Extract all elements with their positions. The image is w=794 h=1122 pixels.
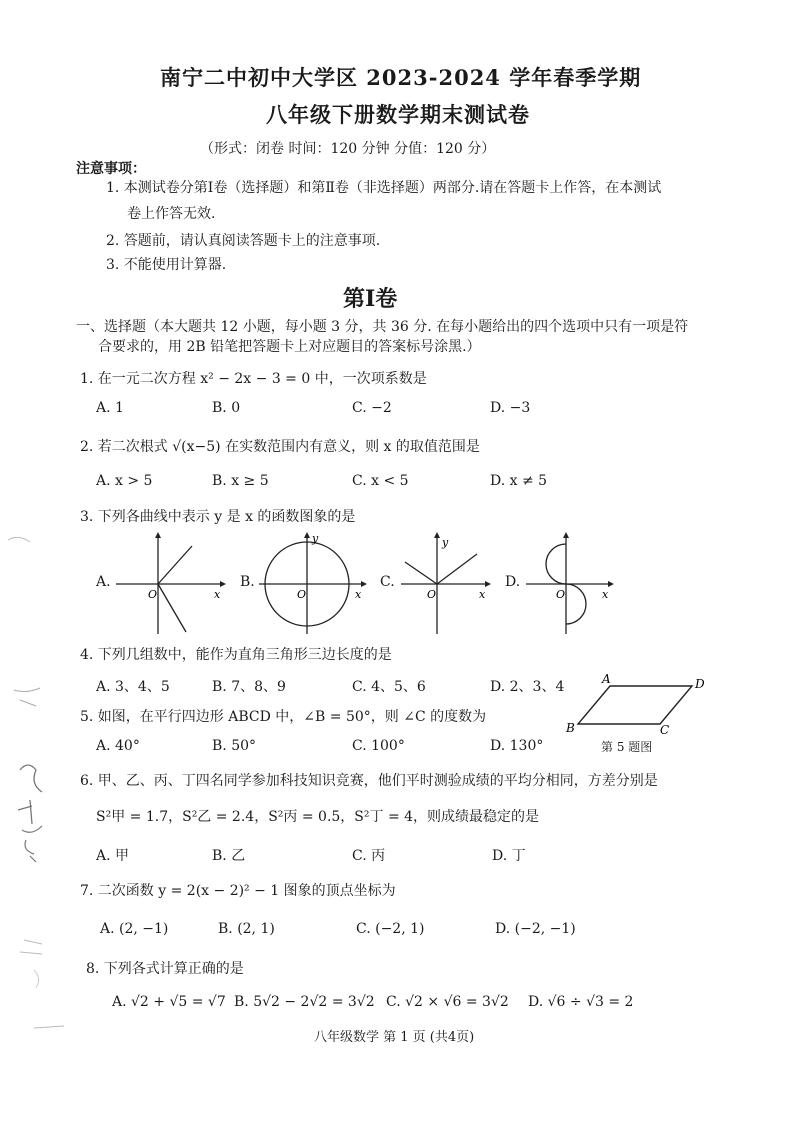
exam-title-line2: 八年级下册数学期末测试卷: [266, 102, 530, 127]
q4-option-b: B. 7、8、9: [212, 679, 286, 695]
q2-stem: 2. 若二次根式 √(x−5) 在实数范围内有意义，则 x 的取值范围是: [80, 439, 480, 455]
q1-option-b: B. 0: [212, 400, 241, 416]
q3b-x-label: x: [355, 588, 362, 601]
q6-option-c: C. 丙: [352, 848, 386, 864]
q2-option-d: D. x ≠ 5: [490, 473, 548, 489]
q3d-x-label: x: [602, 588, 609, 601]
q8-option-b: B. 5√2 − 2√2 = 3√2: [234, 994, 375, 1010]
q3-label-b: B.: [240, 574, 255, 590]
q7-option-c: C. (−2, 1): [356, 921, 425, 937]
q5-stem: 5. 如图，在平行四边形 ABCD 中，∠B = 50°，则 ∠C 的度数为: [80, 709, 487, 725]
q3-stem: 3. 下列各曲线中表示 y 是 x 的函数图象的是: [80, 509, 356, 525]
part1-instructions: 一、选择题（本大题共 12 小题，每小题 3 分，共 36 分. 在每小题给出的四个选项中只有一项是符: [76, 319, 689, 335]
q8-stem: 8. 下列各式计算正确的是: [86, 961, 244, 977]
q3-graph-b: [255, 532, 367, 636]
q4-option-d: D. 2、3、4: [490, 679, 565, 695]
q3b-y-label: y: [312, 532, 319, 545]
q4-option-c: C. 4、5、6: [352, 679, 426, 695]
section-title: 第Ⅰ卷: [343, 286, 398, 312]
q3d-origin-label: O: [556, 588, 566, 601]
notes-heading: 注意事项：: [76, 161, 146, 177]
q4-stem: 4. 下列几组数中，能作为直角三角形三边长度的是: [80, 647, 392, 663]
vertex-c-label: C: [660, 723, 670, 734]
q1-option-a: A. 1: [96, 400, 124, 416]
q5-option-b: B. 50°: [212, 738, 257, 754]
exam-title-line1: 南宁二中初中大学区 2023-2024 学年春季学期: [160, 65, 642, 90]
q3-graph-a: [112, 532, 226, 636]
q3-graph-d: [522, 532, 614, 636]
q5-option-a: A. 40°: [96, 738, 140, 754]
q2-option-c: C. x < 5: [352, 473, 409, 489]
page-footer: 八年级数学 第 1 页 (共4页): [314, 1030, 475, 1045]
q8-option-a: A. √2 + √5 = √7: [112, 994, 226, 1010]
q5-option-d: D. 130°: [490, 738, 544, 754]
q5-figure-caption: 第 5 题图: [601, 740, 653, 754]
note-item-3: 3. 不能使用计算器.: [106, 257, 227, 273]
q7-option-b: B. (2, 1): [218, 921, 275, 937]
exam-info: （形式：闭卷 时间：120 分钟 分值：120 分）: [200, 141, 496, 157]
note-item-1-cont: 卷上作答无效.: [127, 206, 216, 222]
q6-option-b: B. 乙: [212, 848, 246, 864]
q1-option-d: D. −3: [490, 400, 531, 416]
q6-stem-variances: S²甲 = 1.7，S²乙 = 2.4，S²丙 = 0.5，S²丁 = 4，则成绩最稳定的是: [96, 809, 540, 825]
q1-stem: 1. 在一元二次方程 x² − 2x − 3 = 0 中，一次项系数是: [80, 371, 427, 387]
vertex-d-label: D: [695, 677, 705, 691]
q7-stem: 7. 二次函数 y = 2(x − 2)² − 1 图象的顶点坐标为: [80, 883, 396, 899]
q3a-x-label: x: [214, 588, 221, 601]
vertex-a-label: A: [602, 672, 611, 686]
note-item-1: 1. 本测试卷分第Ⅰ卷（选择题）和第Ⅱ卷（非选择题）两部分.请在答题卡上作答，在本测试: [106, 180, 662, 196]
q1-option-c: C. −2: [352, 400, 392, 416]
part1-instructions-cont: 合要求的，用 2B 铅笔把答题卡上对应题目的答案标号涂黑.）: [98, 339, 481, 355]
q3-label-d: D.: [505, 574, 521, 590]
q3-label-a: A.: [96, 574, 111, 590]
q5-option-c: C. 100°: [352, 738, 405, 754]
q3c-origin-label: O: [427, 588, 437, 601]
q3-graph-c: [397, 532, 491, 636]
q6-stem: 6. 甲、乙、丙、丁四名同学参加科技知识竞赛，他们平时测验成绩的平均分相同，方差分别是: [80, 773, 658, 789]
q3a-origin-label: O: [148, 588, 158, 601]
q2-option-b: B. x ≥ 5: [212, 473, 269, 489]
q4-option-a: A. 3、4、5: [96, 679, 170, 695]
q3c-y-label: y: [442, 536, 449, 549]
q8-option-c: C. √2 × √6 = 3√2: [386, 994, 509, 1010]
note-item-2: 2. 答题前，请认真阅读答题卡上的注意事项.: [106, 233, 381, 249]
q7-option-d: D. (−2, −1): [495, 921, 576, 937]
q2-option-a: A. x > 5: [96, 473, 153, 489]
q3b-origin-label: O: [297, 588, 307, 601]
q6-option-d: D. 丁: [492, 848, 526, 864]
q3c-x-label: x: [479, 588, 486, 601]
margin-pencil-marks: [0, 500, 70, 1060]
q8-option-d: D. √6 ÷ √3 = 2: [528, 994, 634, 1010]
q6-option-a: A. 甲: [96, 848, 130, 864]
q7-option-a: A. (2, −1): [100, 921, 169, 937]
q3-label-c: C.: [380, 574, 395, 590]
vertex-b-label: B: [566, 721, 575, 734]
q5-parallelogram-figure: [564, 672, 714, 734]
